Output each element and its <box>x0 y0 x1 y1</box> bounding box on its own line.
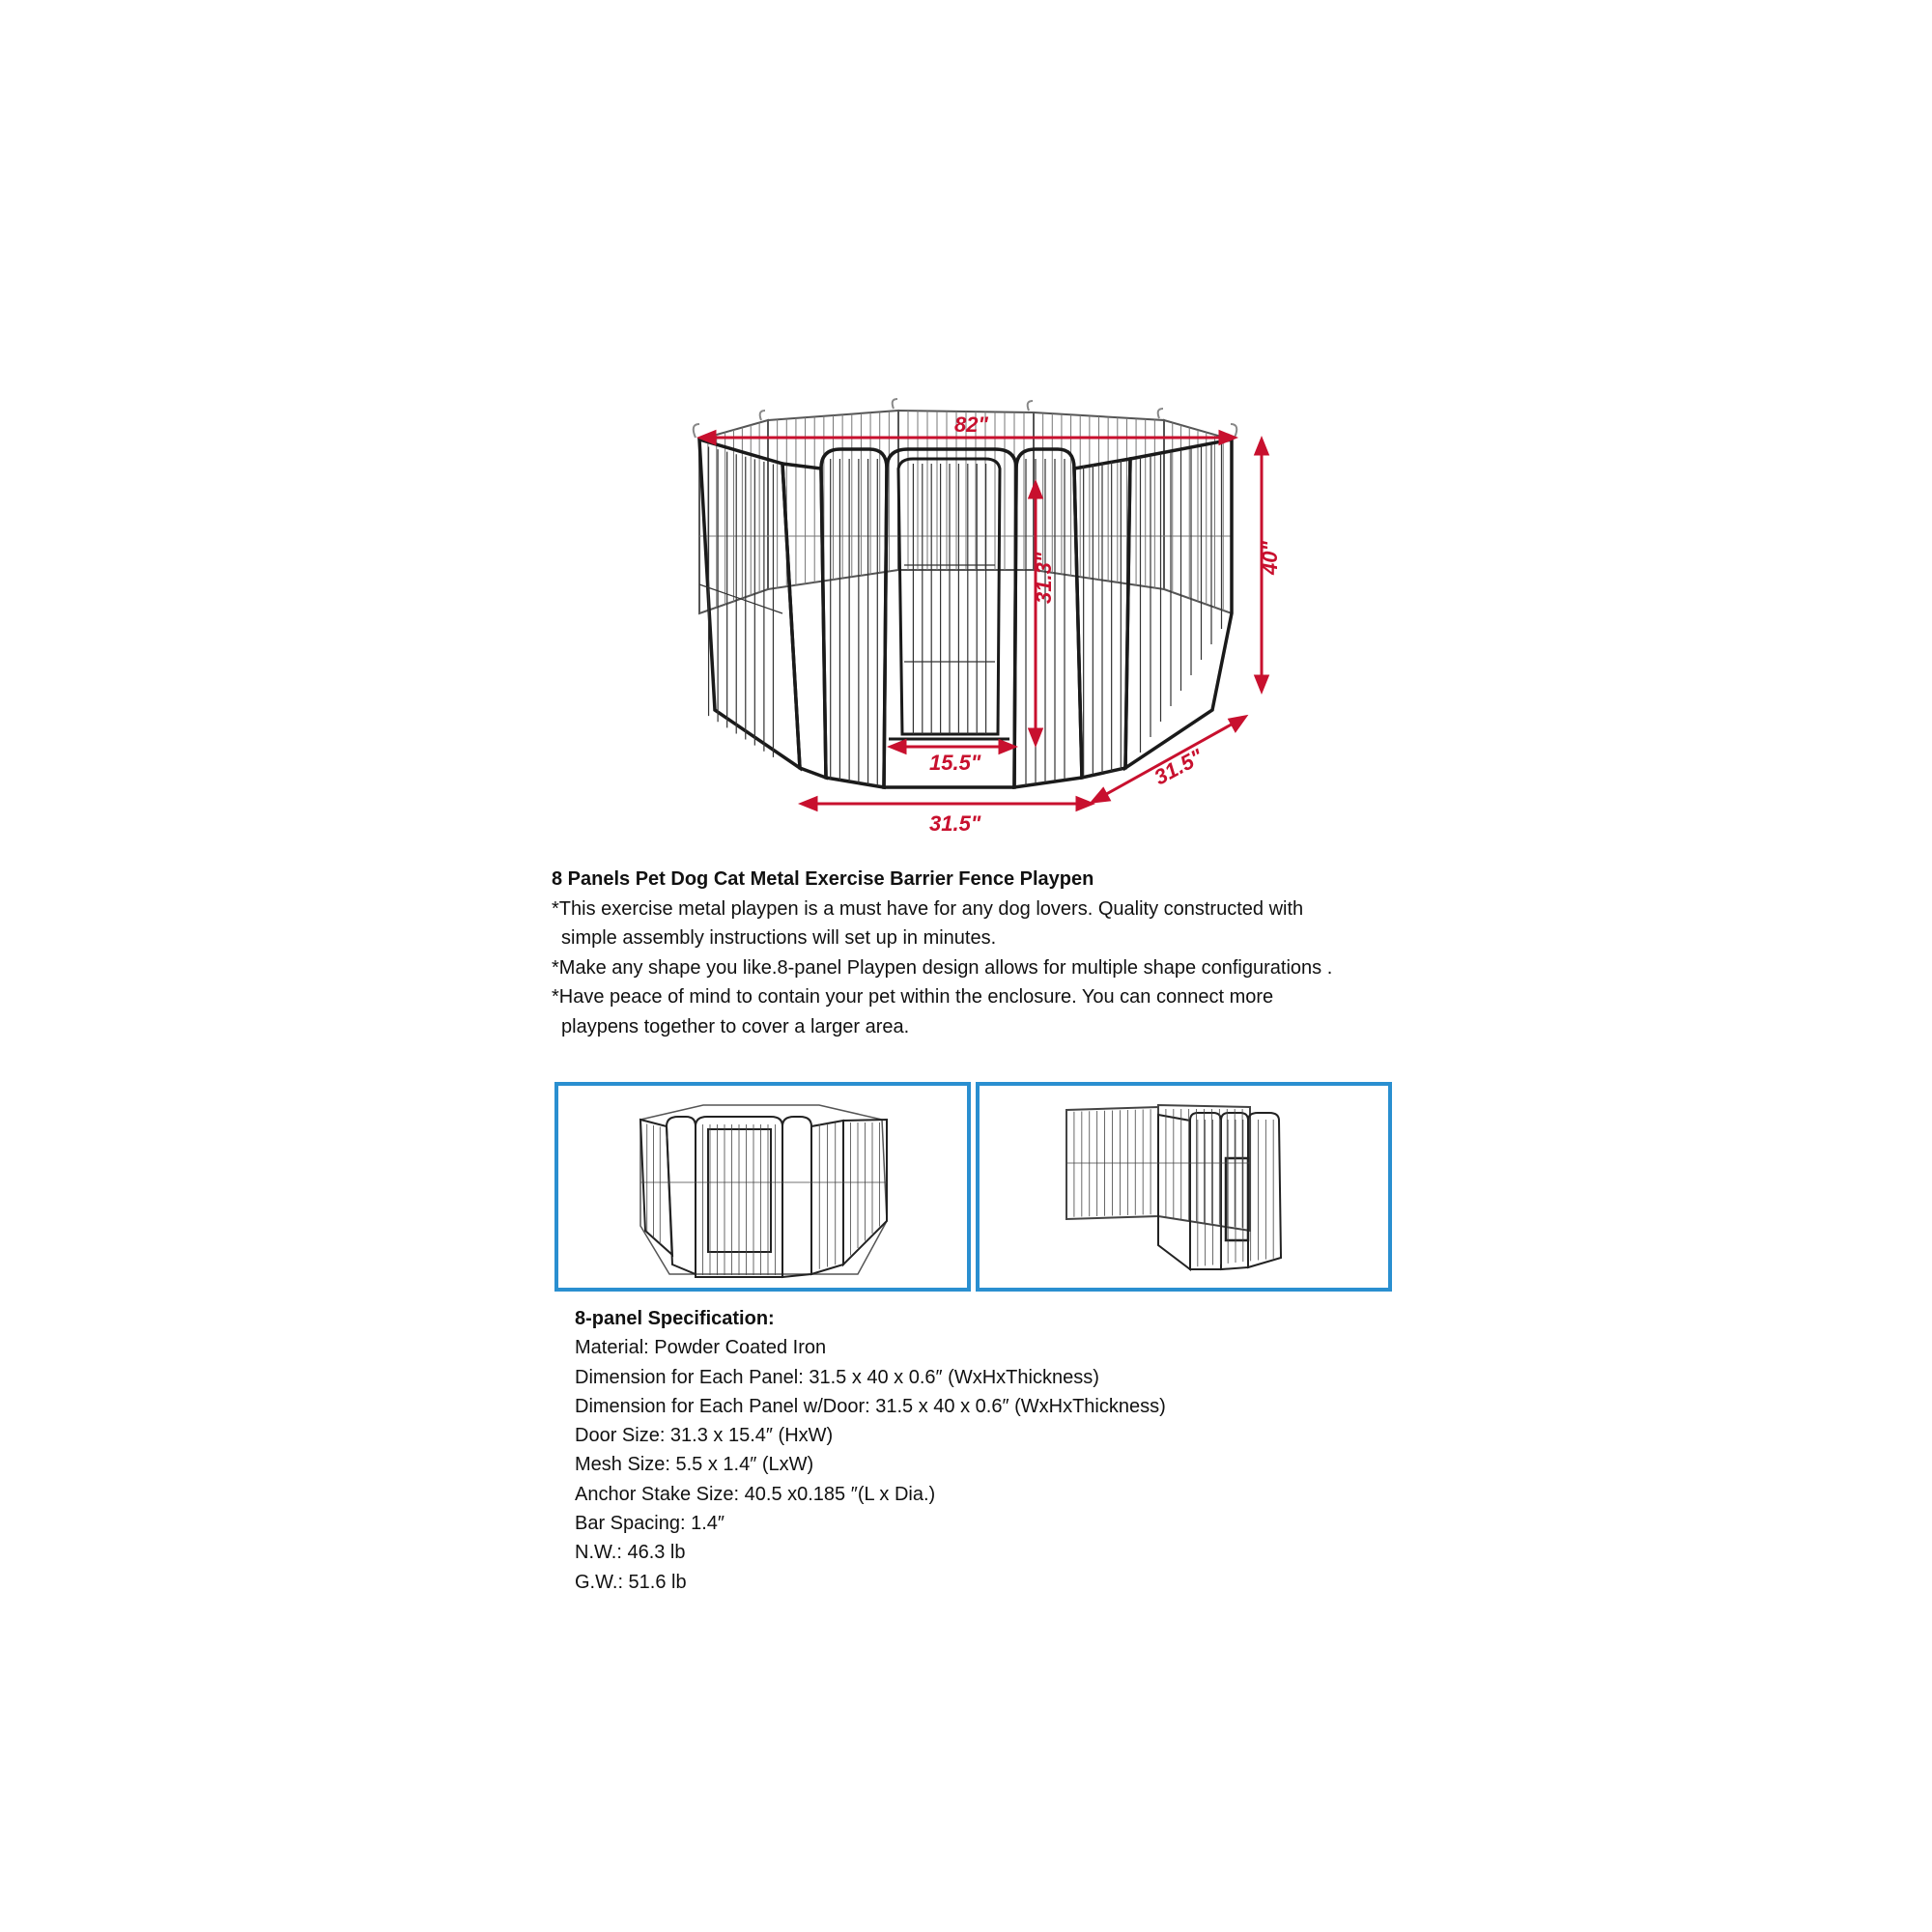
spec-mesh-size: Mesh Size: 5.5 x 1.4″ (LxW) <box>575 1454 814 1476</box>
product-description <box>552 865 1382 1041</box>
dim-label-panel-front: 31.5" <box>929 811 981 836</box>
spec-panel-dimension: Dimension for Each Panel: 31.5 x 40 x 0.6″ (WxHxThickness) <box>575 1366 1099 1388</box>
thumbnail-octagon-configuration[interactable] <box>554 1082 971 1292</box>
spec-door-size: Door Size: 31.3 x 15.4″ (HxW) <box>575 1425 834 1447</box>
description-line: *Make any shape you like.8-panel Playpen design allows for multiple shape configurations . <box>552 956 1333 979</box>
product-image <box>676 391 1294 840</box>
rectangular-playpen-icon <box>980 1086 1388 1288</box>
description-line: playpens together to cover a larger area. <box>561 1015 910 1037</box>
dim-label-panel-side: 31.5" <box>1150 744 1208 790</box>
spec-door-panel-dimension: Dimension for Each Panel w/Door: 31.5 x 40 x 0.6″ (WxHxThickness) <box>575 1395 1166 1417</box>
dim-label-door-width: 15.5" <box>929 751 981 775</box>
spec-bar-spacing: Bar Spacing: 1.4″ <box>575 1513 724 1535</box>
description-line: *Have peace of mind to contain your pet within the enclosure. You can connect more <box>552 986 1274 1008</box>
spec-anchor-stake-size: Anchor Stake Size: 40.5 x0.185 ″(L x Dia.) <box>575 1483 936 1505</box>
spec-heading: 8-panel Specification: <box>575 1308 775 1329</box>
dim-label-diameter: 82" <box>954 412 988 437</box>
thumbnail-rectangular-configuration[interactable] <box>976 1082 1392 1292</box>
spec-material: Material: Powder Coated Iron <box>575 1337 827 1359</box>
octagon-playpen-illustration <box>676 391 1294 840</box>
spec-net-weight: N.W.: 46.3 lb <box>575 1542 686 1564</box>
description-line: *This exercise metal playpen is a must have for any dog lovers. Quality constructed with <box>552 897 1304 920</box>
spec-gross-weight: G.W.: 51.6 lb <box>575 1571 687 1593</box>
octagon-playpen-icon <box>558 1086 967 1288</box>
dim-label-door-height: 31.3" <box>1032 552 1056 604</box>
description-line: simple assembly instructions will set up in minutes. <box>561 927 997 949</box>
dim-label-height: 40" <box>1258 541 1282 575</box>
product-title: 8 Panels Pet Dog Cat Metal Exercise Barrier Fence Playpen <box>552 868 1094 890</box>
specification-section <box>575 1304 1444 1597</box>
